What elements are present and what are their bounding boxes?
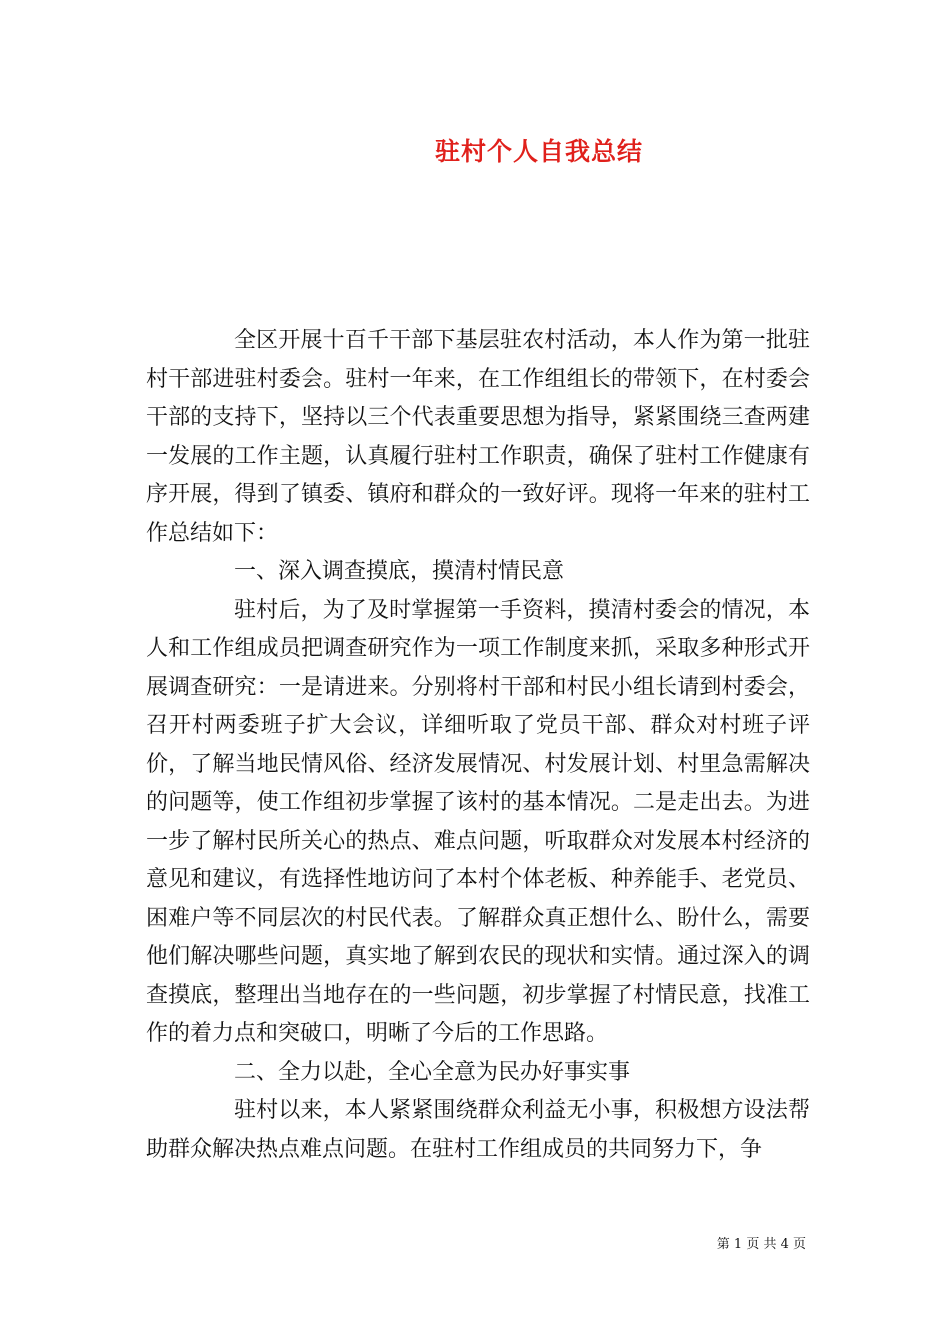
paragraph-intro: 全区开展十百千干部下基层驻农村活动，本人作为第一批驻村干部进驻村委会。驻村一年来，在工作组组长的带领下，在村委会干部的支持下，坚持以三个代表重要思想为指导，紧紧围绕三查两建一发展的工作主题，认真履行驻村工作职责，确保了驻村工作健康有序开展，得到了镇委、镇府和群众的一致好评。现将一年来的驻村工作总结如下： [146, 328, 810, 546]
paragraph-section-2: 驻村以来，本人紧紧围绕群众利益无小事，积极想方设法帮助群众解决热点难点问题。在驻村工作组成员的共同努力下，争 [146, 1098, 810, 1162]
document-title: 驻村个人自我总结 [434, 137, 643, 166]
section-heading-1: 一、深入调查摸底，摸清村情民意 [234, 559, 565, 584]
paragraph-section-1: 驻村后，为了及时掌握第一手资料，摸清村委会的情况，本人和工作组成员把调查研究作为一项工作制度来抓，采取多种形式开展调查研究：一是请进来。分别将村干部和村民小组长请到村委会，召开村两委班子扩大会议，详细听取了党员干部、群众对村班子评价，了解当地民情风俗、经济发展情况、村发展计划、村里急需解决的问题等，使工作组初步掌握了该村的基本情况。二是走出去。为进一步了解村民所关心的热点、难点问题，听取群众对发展本村经济的意见和建议，有选择性地访问了本村个体老板、种养能手、老党员、困难户等不同层次的村民代表。了解群众真正想什么、盼什么，需要他们解决哪些问题，真实地了解到农民的现状和实情。通过深入的调查摸底，整理出当地存在的一些问题，初步掌握了村情民意，找准工作的着力点和突破口，明晰了今后的工作思路。 [146, 597, 810, 1046]
section-heading-2: 二、全力以赴，全心全意为民办好事实事 [234, 1059, 631, 1085]
document-body [146, 322, 810, 1169]
page-number: 第 1 页 共 4 页 [716, 1237, 806, 1252]
